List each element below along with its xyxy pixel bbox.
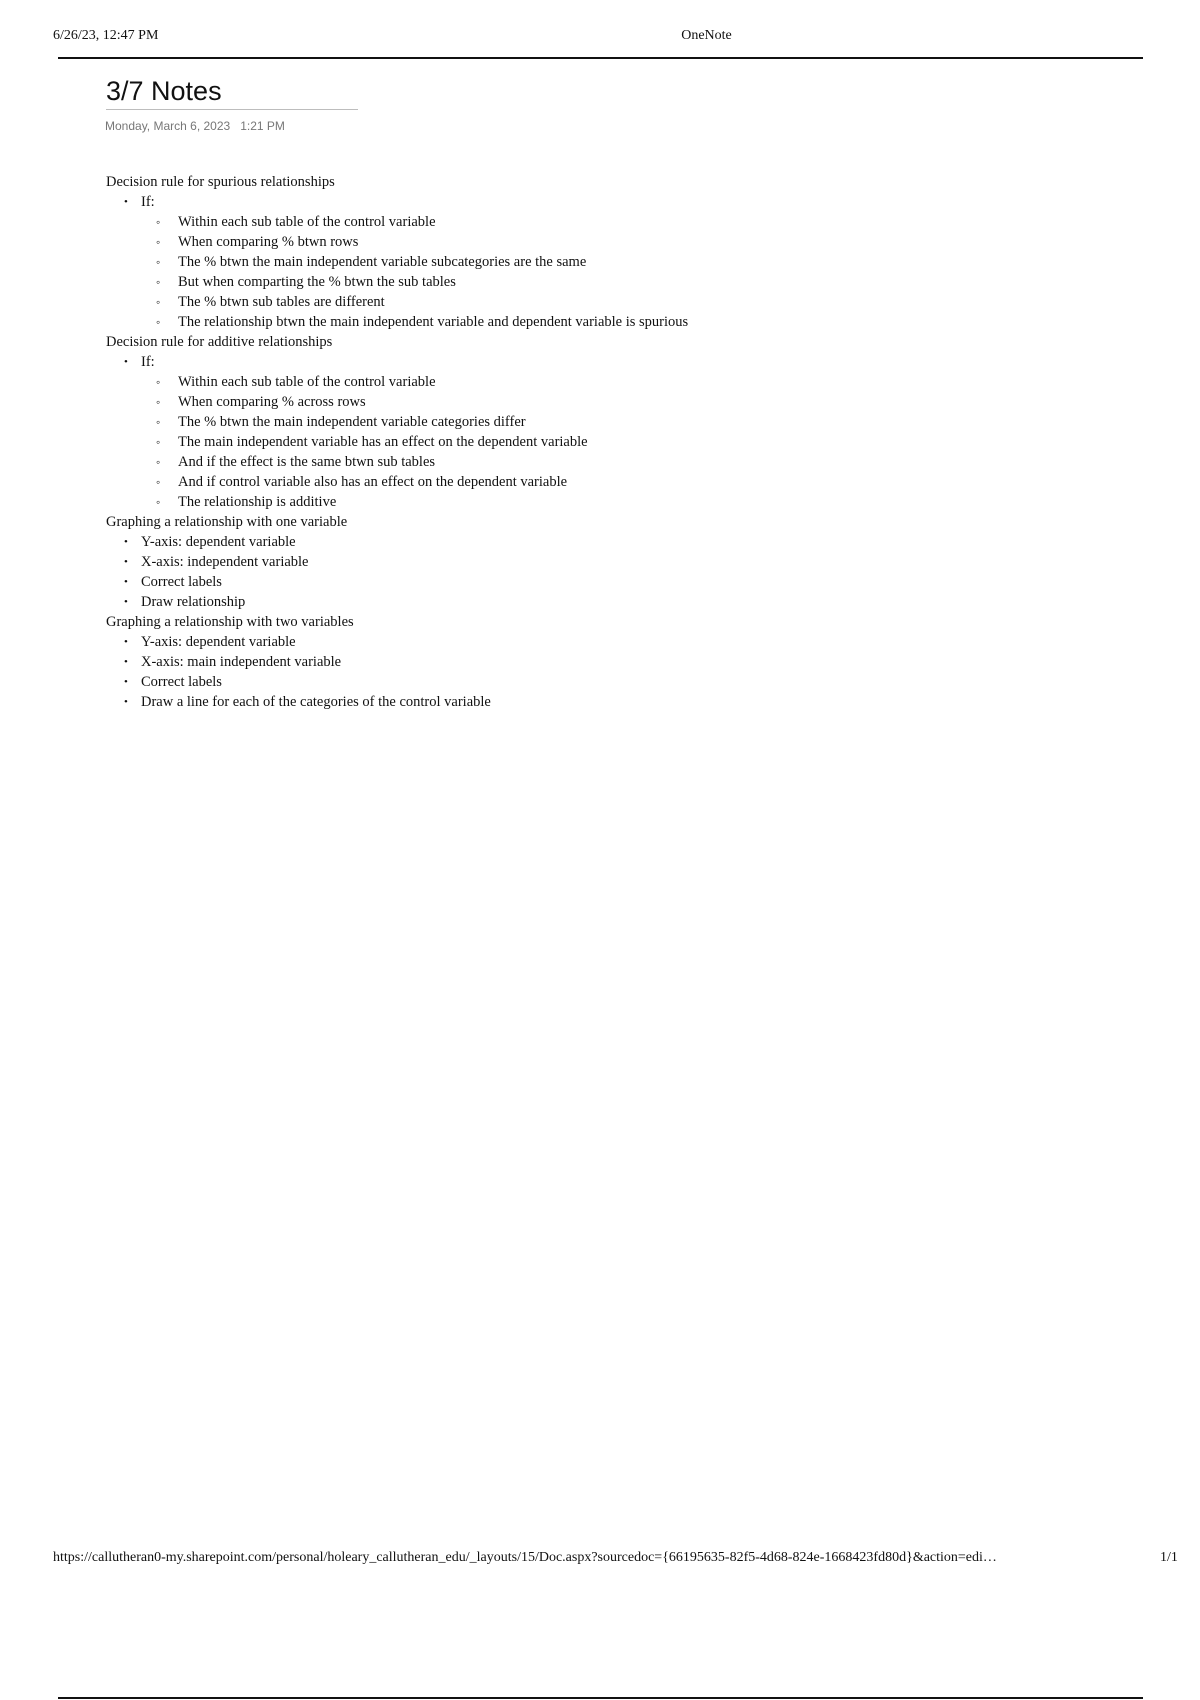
bullet-icon: • — [124, 356, 128, 368]
bullet-icon: • — [124, 536, 128, 548]
sub-list-item — [156, 372, 746, 392]
list-item-text: Correct labels — [141, 674, 222, 690]
sub-list-item-text: The relationship btwn the main independent variable and dependent variable is spurious — [178, 314, 689, 330]
list-item — [124, 652, 746, 672]
bullet-icon: • — [124, 556, 128, 568]
bullet-icon: • — [124, 196, 128, 208]
sub-list-item — [156, 492, 746, 512]
section-heading: Decision rule for spurious relationships — [106, 174, 335, 190]
print-page-number: 1/1 — [1160, 1550, 1178, 1565]
page-date: Monday, March 6, 2023 — [105, 119, 231, 133]
sub-list-item-text: And if the effect is the same btwn sub tables — [178, 454, 436, 470]
list-item — [124, 192, 746, 332]
sub-list-item-text: Within each sub table of the control variable — [178, 214, 436, 230]
sub-list-item — [156, 212, 746, 232]
sub-list-item — [156, 252, 746, 272]
sub-list-item — [156, 292, 746, 312]
hollow-bullet-icon: ◦ — [156, 235, 161, 249]
bullet-icon: • — [124, 656, 128, 668]
bullet-list — [106, 192, 746, 332]
title-underline — [106, 109, 358, 110]
sub-list-item — [156, 432, 746, 452]
print-timestamp: 6/26/23, 12:47 PM — [53, 28, 159, 43]
list-item-text: Correct labels — [141, 574, 222, 590]
bullet-icon: • — [124, 596, 128, 608]
print-url: https://callutheran0-my.sharepoint.com/personal/holeary_callutheran_edu/_layouts/15/Doc.aspx?sourcedoc={66195635-82f5-4d68-824e-1668423fd80d}&action=edi… — [53, 1550, 997, 1565]
list-item — [124, 352, 746, 512]
hollow-bullet-icon: ◦ — [156, 315, 161, 329]
list-item — [124, 572, 746, 592]
sub-list-item-text: And if control variable also has an effect on the dependent variable — [178, 474, 568, 490]
bullet-icon: • — [124, 636, 128, 648]
list-item-text: If: — [141, 354, 155, 370]
list-item — [124, 592, 746, 612]
hollow-bullet-icon: ◦ — [156, 275, 161, 289]
sub-list-item-text: When comparing % btwn rows — [178, 234, 359, 250]
hollow-bullet-icon: ◦ — [156, 215, 161, 229]
sub-list-item-text: But when comparting the % btwn the sub tables — [178, 274, 456, 290]
hollow-bullet-icon: ◦ — [156, 255, 161, 269]
sub-bullet-list — [141, 212, 746, 332]
list-item — [124, 532, 746, 552]
hollow-bullet-icon: ◦ — [156, 415, 161, 429]
sub-list-item-text: The % btwn the main independent variable categories differ — [178, 414, 526, 430]
hollow-bullet-icon: ◦ — [156, 475, 161, 489]
list-item — [124, 692, 746, 712]
bullet-icon: • — [124, 676, 128, 688]
bullet-list — [106, 532, 746, 612]
bullet-icon: • — [124, 576, 128, 588]
note-content — [106, 172, 746, 712]
hollow-bullet-icon: ◦ — [156, 295, 161, 309]
sub-list-item — [156, 452, 746, 472]
sub-list-item-text: The main independent variable has an effect on the dependent variable — [178, 434, 588, 450]
page-time: 1:21 PM — [240, 119, 285, 133]
bullet-icon: • — [124, 696, 128, 708]
print-header — [0, 28, 1200, 50]
sub-list-item — [156, 232, 746, 252]
section-heading: Graphing a relationship with one variable — [106, 514, 348, 530]
page-date-time — [105, 119, 285, 133]
header-rule — [58, 57, 1143, 59]
list-item-text: Y-axis: dependent variable — [141, 534, 296, 550]
sub-list-item — [156, 272, 746, 292]
list-item-text: X-axis: independent variable — [141, 554, 309, 570]
bullet-list — [106, 352, 746, 512]
list-item-text: Y-axis: dependent variable — [141, 634, 296, 650]
sub-list-item — [156, 412, 746, 432]
sub-list-item — [156, 392, 746, 412]
sub-bullet-list — [141, 372, 746, 512]
section-heading: Decision rule for additive relationships — [106, 334, 333, 350]
list-item-text: If: — [141, 194, 155, 210]
list-item — [124, 632, 746, 652]
list-item-text: X-axis: main independent variable — [141, 654, 342, 670]
list-item-text: Draw relationship — [141, 594, 246, 610]
hollow-bullet-icon: ◦ — [156, 495, 161, 509]
section-heading: Graphing a relationship with two variables — [106, 614, 354, 630]
sub-list-item-text: When comparing % across rows — [178, 394, 366, 410]
list-item — [124, 552, 746, 572]
sub-list-item-text: The % btwn sub tables are different — [178, 294, 385, 310]
page-title: 3/7 Notes — [106, 76, 222, 106]
hollow-bullet-icon: ◦ — [156, 375, 161, 389]
print-app-name: OneNote — [681, 28, 732, 43]
bullet-list — [106, 632, 746, 712]
hollow-bullet-icon: ◦ — [156, 435, 161, 449]
sub-list-item — [156, 312, 746, 332]
hollow-bullet-icon: ◦ — [156, 395, 161, 409]
list-item-text: Draw a line for each of the categories of the control variable — [141, 694, 491, 710]
footer-rule — [58, 1697, 1143, 1699]
sub-list-item-text: Within each sub table of the control variable — [178, 374, 436, 390]
sub-list-item — [156, 472, 746, 492]
sub-list-item-text: The relationship is additive — [178, 494, 337, 510]
list-item — [124, 672, 746, 692]
sub-list-item-text: The % btwn the main independent variable subcategories are the same — [178, 254, 587, 270]
hollow-bullet-icon: ◦ — [156, 455, 161, 469]
